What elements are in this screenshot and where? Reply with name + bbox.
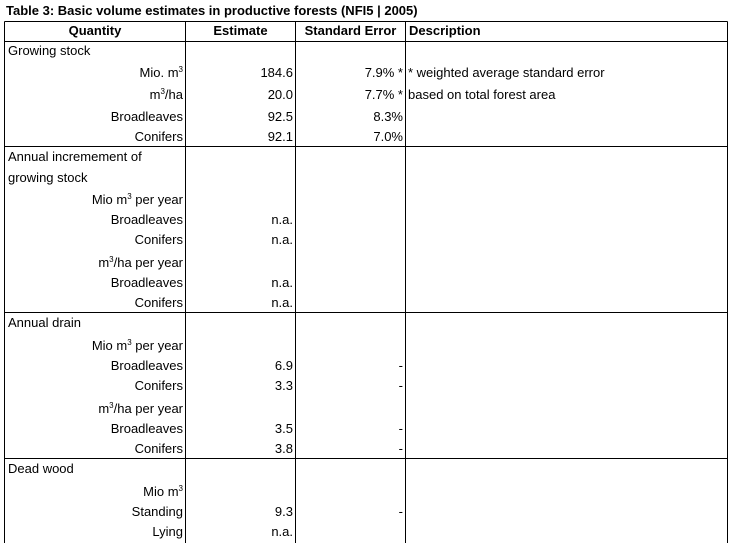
section-label-annual-drain: Annual drain: [8, 315, 81, 330]
standard-error-cell: 7.7% *: [364, 87, 403, 102]
section-label-growing-stock: Growing stock: [8, 43, 91, 58]
quantity-cell: Mio $m^3$: [143, 484, 183, 499]
quantity-cell: Mio $m^3$ per year: [91, 338, 183, 353]
estimate-cell: n.a.: [271, 524, 293, 539]
estimate-cell: 92.5: [267, 109, 293, 124]
standard-error-cell: -: [398, 358, 403, 373]
quantity-cell: Broadleaves: [110, 275, 183, 290]
section-label-dead-wood: Dead wood: [8, 461, 74, 476]
header-standard-error: Standard Error: [304, 23, 397, 38]
quantity-cell: Lying: [152, 524, 183, 539]
quantity-cell: Standing: [131, 504, 183, 519]
estimate-cell: 184.6: [260, 65, 293, 80]
estimate-cell: 9.3: [274, 504, 293, 519]
estimate-cell: 3.5: [274, 421, 293, 436]
quantity-cell: Broadleaves: [110, 358, 183, 373]
header-estimate: Estimate: [213, 23, 268, 38]
description-cell: based on total forest area: [408, 87, 556, 102]
standard-error-cell: -: [398, 441, 403, 456]
estimate-cell: 3.3: [274, 378, 293, 393]
quantity-cell: $m^3/ha$ per year: [98, 401, 183, 416]
estimate-cell: n.a.: [271, 212, 293, 227]
table-title: Table 3: Basic volume estimates in productive forests (NFI5 | 2005): [6, 3, 418, 18]
estimate-cell: n.a.: [271, 295, 293, 310]
quantity-cell: Mio $m^3$ per year: [91, 192, 183, 207]
quantity-cell: Conifers: [134, 232, 183, 247]
quantity-cell: Conifers: [134, 295, 183, 310]
quantity-cell: Broadleaves: [110, 212, 183, 227]
quantity-cell: Conifers: [134, 441, 183, 456]
estimate-cell: n.a.: [271, 275, 293, 290]
quantity-cell: $m^3/ha$: [149, 87, 183, 102]
standard-error-cell: 8.3%: [373, 109, 403, 124]
quantity-cell: Broadleaves: [110, 109, 183, 124]
header-quantity: Quantity: [68, 23, 122, 38]
section-label-annual-increment-cont: growing stock: [8, 170, 88, 185]
quantity-cell: Broadleaves: [110, 421, 183, 436]
section-label-annual-increment: Annual incremement of: [8, 149, 142, 164]
quantity-cell: $m^3/ha$ per year: [98, 255, 183, 270]
quantity-cell: Conifers: [134, 378, 183, 393]
quantity-cell: Conifers: [134, 129, 183, 144]
standard-error-cell: -: [398, 378, 403, 393]
header-description: Description: [409, 23, 481, 38]
standard-error-cell: -: [398, 421, 403, 436]
estimate-cell: 6.9: [274, 358, 293, 373]
estimate-cell: 92.1: [267, 129, 293, 144]
description-cell: * weighted average standard error: [408, 65, 605, 80]
standard-error-cell: -: [398, 504, 403, 519]
quantity-cell: Mio. $m^3$: [139, 65, 183, 80]
estimate-cell: 20.0: [267, 87, 293, 102]
standard-error-cell: 7.0%: [373, 129, 403, 144]
estimate-cell: 3.8: [274, 441, 293, 456]
estimate-cell: n.a.: [271, 232, 293, 247]
standard-error-cell: 7.9% *: [364, 65, 403, 80]
